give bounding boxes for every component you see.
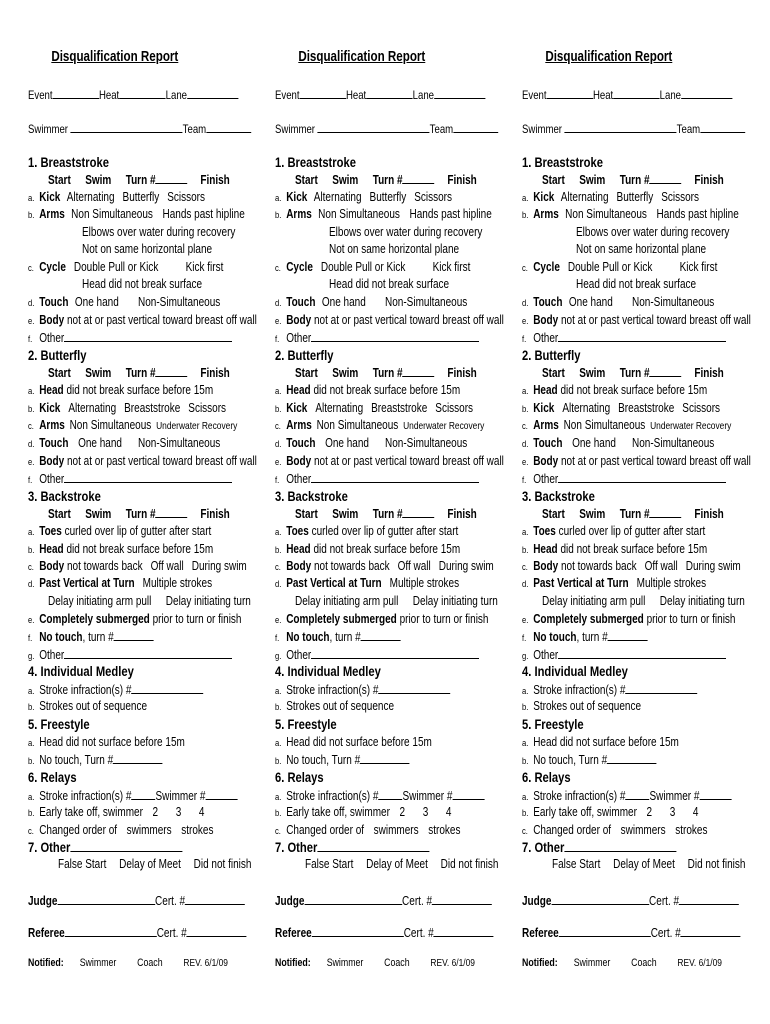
- judge-line: Judge Cert. #: [522, 894, 739, 908]
- backstroke-past-vertical: d. Past Vertical at Turn Multiple strokes: [275, 576, 460, 590]
- swimmer-team-line: Swimmer Team: [522, 122, 745, 135]
- section-other: 7. Other: [28, 840, 182, 854]
- report-title: Disqualification Report: [545, 49, 673, 65]
- section-relays: 6. Relays: [522, 769, 571, 785]
- judge-line: Judge Cert. #: [275, 894, 492, 908]
- other-field[interactable]: [64, 472, 232, 483]
- judge-field[interactable]: [304, 894, 402, 905]
- butterfly-arms: c. Arms Non Simultaneous Underwater Recovery: [522, 418, 732, 432]
- turn-number-field[interactable]: [607, 753, 657, 764]
- stroke-infraction-field[interactable]: [131, 683, 203, 694]
- backstroke-phase-line: Start Swim Turn # Finish: [542, 507, 724, 521]
- referee-line: Referee Cert. #: [522, 926, 741, 940]
- swimmer-field[interactable]: [565, 122, 677, 133]
- judge-field[interactable]: [57, 894, 155, 905]
- breaststroke-touch: d. Touch One hand Non-Simultaneous: [275, 295, 468, 309]
- section-breaststroke: 1. Breaststroke: [522, 154, 603, 170]
- butterfly-head: a. Head did not break surface before 15m: [275, 383, 461, 397]
- breaststroke-arms-line2: Elbows over water during recovery: [576, 225, 730, 239]
- swimmer-team-line: Swimmer Team: [28, 122, 251, 135]
- other-field[interactable]: [70, 841, 182, 852]
- section-individual-medley: 4. Individual Medley: [522, 663, 628, 679]
- backstroke-other: g. Other: [275, 648, 479, 662]
- other-field[interactable]: [558, 331, 726, 342]
- report-title: Disqualification Report: [298, 49, 426, 65]
- section-breaststroke: 1. Breaststroke: [28, 154, 109, 170]
- report-column-2: [275, 0, 510, 1024]
- section-relays: 6. Relays: [28, 769, 77, 785]
- breaststroke-cycle: c. Cycle Double Pull or Kick Kick first: [28, 260, 224, 274]
- report-title: Disqualification Report: [51, 49, 179, 65]
- turn-field[interactable]: [650, 507, 682, 518]
- notified-line: Notified: Swimmer Coach REV. 6/1/09: [275, 957, 475, 969]
- stroke-infraction-field[interactable]: [131, 789, 155, 800]
- backstroke-no-touch: f. No touch, turn #: [28, 630, 154, 644]
- turn-field[interactable]: [403, 507, 435, 518]
- section-breaststroke: 1. Breaststroke: [275, 154, 356, 170]
- cert-field[interactable]: [432, 894, 492, 905]
- referee-line: Referee Cert. #: [28, 926, 247, 940]
- butterfly-phase-line: Start Swim Turn # Finish: [295, 366, 477, 380]
- section-backstroke: 3. Backstroke: [522, 488, 595, 504]
- breaststroke-kick: a. Kick Alternating Butterfly Scissors: [275, 190, 453, 204]
- other-field[interactable]: [311, 472, 479, 483]
- referee-field[interactable]: [312, 926, 404, 937]
- butterfly-touch: d. Touch One hand Non-Simultaneous: [28, 436, 221, 450]
- heat-field[interactable]: [366, 88, 412, 99]
- breaststroke-arms: b. Arms Non Simultaneous Hands past hipline: [275, 207, 492, 221]
- breaststroke-cycle-line2: Head did not break surface: [329, 277, 450, 291]
- backstroke-delay-line: Delay initiating arm pull Delay initiating turn: [295, 594, 498, 608]
- other-options: False Start Delay of Meet Did not finish: [305, 857, 499, 871]
- backstroke-head: b. Head did not break surface before 15m: [28, 542, 214, 556]
- breaststroke-phase-line: Start Swim Turn # Finish: [542, 173, 724, 187]
- event-heat-lane-line: Event Heat Lane: [275, 88, 485, 101]
- report-column-1: [28, 0, 263, 1024]
- turn-field[interactable]: [156, 173, 188, 184]
- relays-early-takeoff: b. Early take off, swimmer 2 3 4: [522, 805, 699, 819]
- backstroke-other: g. Other: [522, 648, 726, 662]
- stroke-infraction-field[interactable]: [378, 789, 402, 800]
- backstroke-submerged: e. Completely submerged prior to turn or finish: [522, 612, 736, 626]
- butterfly-kick: b. Kick Alternating Breaststroke Scissors: [522, 401, 721, 415]
- turn-number-field[interactable]: [113, 753, 163, 764]
- section-butterfly: 2. Butterfly: [522, 347, 581, 363]
- lane-field[interactable]: [187, 88, 238, 99]
- relays-changed-order: c. Changed order of swimmers strokes: [522, 823, 708, 837]
- butterfly-touch: d. Touch One hand Non-Simultaneous: [522, 436, 715, 450]
- turn-field[interactable]: [156, 366, 188, 377]
- other-options: False Start Delay of Meet Did not finish: [552, 857, 746, 871]
- butterfly-body: e. Body not at or past vertical toward breast off wall: [522, 454, 751, 468]
- breaststroke-arms: b. Arms Non Simultaneous Hands past hipline: [28, 207, 245, 221]
- butterfly-other: f. Other: [275, 472, 479, 486]
- section-freestyle: 5. Freestyle: [28, 716, 90, 732]
- other-options: False Start Delay of Meet Did not finish: [58, 857, 252, 871]
- event-field[interactable]: [53, 88, 99, 99]
- butterfly-arms: c. Arms Non Simultaneous Underwater Recovery: [275, 418, 485, 432]
- cert-field[interactable]: [679, 894, 739, 905]
- relays-stroke-infraction: a. Stroke infraction(s) # Swimmer #: [28, 789, 237, 803]
- breaststroke-cycle-line2: Head did not break surface: [576, 277, 697, 291]
- butterfly-kick: b. Kick Alternating Breaststroke Scissors: [28, 401, 227, 415]
- breaststroke-phase-line: Start Swim Turn # Finish: [48, 173, 230, 187]
- butterfly-touch: d. Touch One hand Non-Simultaneous: [275, 436, 468, 450]
- other-field[interactable]: [64, 331, 232, 342]
- cert-field[interactable]: [434, 926, 494, 937]
- backstroke-no-touch: f. No touch, turn #: [275, 630, 401, 644]
- turn-number-field[interactable]: [361, 630, 401, 641]
- backstroke-head: b. Head did not break surface before 15m: [275, 542, 461, 556]
- lane-field[interactable]: [681, 88, 732, 99]
- lane-field[interactable]: [434, 88, 485, 99]
- relays-stroke-infraction: a. Stroke infraction(s) # Swimmer #: [275, 789, 484, 803]
- butterfly-phase-line: Start Swim Turn # Finish: [48, 366, 230, 380]
- backstroke-submerged: e. Completely submerged prior to turn or finish: [275, 612, 489, 626]
- backstroke-body: c. Body not towards back Off wall During swim: [275, 559, 494, 573]
- team-field[interactable]: [206, 122, 251, 133]
- other-field[interactable]: [558, 472, 726, 483]
- backstroke-delay-line: Delay initiating arm pull Delay initiating turn: [48, 594, 251, 608]
- breaststroke-arms-line2: Elbows over water during recovery: [82, 225, 236, 239]
- section-butterfly: 2. Butterfly: [275, 347, 334, 363]
- im-out-of-sequence: b. Strokes out of sequence: [28, 699, 148, 713]
- breaststroke-kick: a. Kick Alternating Butterfly Scissors: [522, 190, 700, 204]
- breaststroke-other: f. Other: [28, 331, 232, 345]
- referee-line: Referee Cert. #: [275, 926, 494, 940]
- im-stroke-infraction: a. Stroke infraction(s) #: [28, 683, 203, 697]
- section-freestyle: 5. Freestyle: [522, 716, 584, 732]
- breaststroke-other: f. Other: [522, 331, 726, 345]
- turn-field[interactable]: [403, 173, 435, 184]
- breaststroke-body: e. Body not at or past vertical toward breast off wall: [28, 313, 257, 327]
- other-field[interactable]: [558, 648, 726, 659]
- backstroke-past-vertical: d. Past Vertical at Turn Multiple strokes: [28, 576, 213, 590]
- section-other: 7. Other: [275, 840, 429, 854]
- backstroke-body: c. Body not towards back Off wall During swim: [522, 559, 741, 573]
- backstroke-submerged: e. Completely submerged prior to turn or finish: [28, 612, 242, 626]
- butterfly-body: e. Body not at or past vertical toward breast off wall: [275, 454, 504, 468]
- backstroke-body: c. Body not towards back Off wall During swim: [28, 559, 247, 573]
- section-other: 7. Other: [522, 840, 676, 854]
- swimmer-number-field[interactable]: [699, 789, 731, 800]
- turn-field[interactable]: [650, 173, 682, 184]
- event-heat-lane-line: Event Heat Lane: [522, 88, 732, 101]
- breaststroke-touch: d. Touch One hand Non-Simultaneous: [522, 295, 715, 309]
- backstroke-delay-line: Delay initiating arm pull Delay initiating turn: [542, 594, 745, 608]
- breaststroke-other: f. Other: [275, 331, 479, 345]
- backstroke-phase-line: Start Swim Turn # Finish: [295, 507, 477, 521]
- event-field[interactable]: [300, 88, 346, 99]
- swimmer-number-field[interactable]: [205, 789, 237, 800]
- report-column-3: [522, 0, 757, 1024]
- stroke-infraction-field[interactable]: [378, 683, 450, 694]
- other-field[interactable]: [311, 331, 479, 342]
- referee-field[interactable]: [65, 926, 157, 937]
- im-stroke-infraction: a. Stroke infraction(s) #: [275, 683, 450, 697]
- freestyle-no-touch: b. No touch, Turn #: [522, 753, 657, 767]
- relays-changed-order: c. Changed order of swimmers strokes: [275, 823, 461, 837]
- turn-number-field[interactable]: [360, 753, 410, 764]
- judge-line: Judge Cert. #: [28, 894, 245, 908]
- backstroke-other: g. Other: [28, 648, 232, 662]
- turn-field[interactable]: [156, 507, 188, 518]
- backstroke-head: b. Head did not break surface before 15m: [522, 542, 708, 556]
- freestyle-head: a. Head did not surface before 15m: [275, 735, 432, 749]
- breaststroke-arms-line2: Elbows over water during recovery: [329, 225, 483, 239]
- section-freestyle: 5. Freestyle: [275, 716, 337, 732]
- butterfly-arms: c. Arms Non Simultaneous Underwater Recovery: [28, 418, 238, 432]
- other-field[interactable]: [311, 648, 479, 659]
- butterfly-head: a. Head did not break surface before 15m: [522, 383, 708, 397]
- cert-field[interactable]: [187, 926, 247, 937]
- event-field[interactable]: [547, 88, 593, 99]
- referee-field[interactable]: [559, 926, 651, 937]
- section-individual-medley: 4. Individual Medley: [28, 663, 134, 679]
- relays-changed-order: c. Changed order of swimmers strokes: [28, 823, 214, 837]
- freestyle-head: a. Head did not surface before 15m: [522, 735, 679, 749]
- breaststroke-body: e. Body not at or past vertical toward breast off wall: [275, 313, 504, 327]
- butterfly-other: f. Other: [28, 472, 232, 486]
- stroke-infraction-field[interactable]: [625, 683, 697, 694]
- swimmer-number-field[interactable]: [452, 789, 484, 800]
- heat-field[interactable]: [119, 88, 165, 99]
- breaststroke-body: e. Body not at or past vertical toward breast off wall: [522, 313, 751, 327]
- butterfly-other: f. Other: [522, 472, 726, 486]
- freestyle-no-touch: b. No touch, Turn #: [275, 753, 410, 767]
- turn-number-field[interactable]: [114, 630, 154, 641]
- breaststroke-arms-line3: Not on same horizontal plane: [82, 242, 213, 256]
- backstroke-toes: a. Toes curled over lip of gutter after start: [522, 524, 706, 538]
- stroke-infraction-field[interactable]: [625, 789, 649, 800]
- section-backstroke: 3. Backstroke: [28, 488, 101, 504]
- cert-field[interactable]: [681, 926, 741, 937]
- event-heat-lane-line: Event Heat Lane: [28, 88, 238, 101]
- breaststroke-arms-line3: Not on same horizontal plane: [576, 242, 707, 256]
- backstroke-past-vertical: d. Past Vertical at Turn Multiple strokes: [522, 576, 707, 590]
- turn-field[interactable]: [650, 366, 682, 377]
- team-field[interactable]: [700, 122, 745, 133]
- backstroke-toes: a. Toes curled over lip of gutter after start: [28, 524, 212, 538]
- turn-number-field[interactable]: [608, 630, 648, 641]
- breaststroke-cycle-line2: Head did not break surface: [82, 277, 203, 291]
- breaststroke-kick: a. Kick Alternating Butterfly Scissors: [28, 190, 206, 204]
- breaststroke-cycle: c. Cycle Double Pull or Kick Kick first: [275, 260, 471, 274]
- breaststroke-touch: d. Touch One hand Non-Simultaneous: [28, 295, 221, 309]
- relays-early-takeoff: b. Early take off, swimmer 2 3 4: [28, 805, 205, 819]
- butterfly-kick: b. Kick Alternating Breaststroke Scissors: [275, 401, 474, 415]
- cert-field[interactable]: [185, 894, 245, 905]
- im-stroke-infraction: a. Stroke infraction(s) #: [522, 683, 697, 697]
- section-backstroke: 3. Backstroke: [275, 488, 348, 504]
- judge-field[interactable]: [551, 894, 649, 905]
- im-out-of-sequence: b. Strokes out of sequence: [275, 699, 395, 713]
- freestyle-no-touch: b. No touch, Turn #: [28, 753, 163, 767]
- butterfly-phase-line: Start Swim Turn # Finish: [542, 366, 724, 380]
- im-out-of-sequence: b. Strokes out of sequence: [522, 699, 642, 713]
- heat-field[interactable]: [613, 88, 659, 99]
- other-field[interactable]: [564, 841, 676, 852]
- breaststroke-arms-line3: Not on same horizontal plane: [329, 242, 460, 256]
- breaststroke-arms: b. Arms Non Simultaneous Hands past hipline: [522, 207, 739, 221]
- swimmer-field[interactable]: [71, 122, 183, 133]
- other-field[interactable]: [317, 841, 429, 852]
- freestyle-head: a. Head did not surface before 15m: [28, 735, 185, 749]
- turn-field[interactable]: [403, 366, 435, 377]
- section-butterfly: 2. Butterfly: [28, 347, 87, 363]
- breaststroke-cycle: c. Cycle Double Pull or Kick Kick first: [522, 260, 718, 274]
- backstroke-no-touch: f. No touch, turn #: [522, 630, 648, 644]
- relays-early-takeoff: b. Early take off, swimmer 2 3 4: [275, 805, 452, 819]
- notified-line: Notified: Swimmer Coach REV. 6/1/09: [522, 957, 722, 969]
- backstroke-toes: a. Toes curled over lip of gutter after start: [275, 524, 459, 538]
- swimmer-field[interactable]: [318, 122, 430, 133]
- backstroke-phase-line: Start Swim Turn # Finish: [48, 507, 230, 521]
- butterfly-head: a. Head did not break surface before 15m: [28, 383, 214, 397]
- breaststroke-phase-line: Start Swim Turn # Finish: [295, 173, 477, 187]
- section-relays: 6. Relays: [275, 769, 324, 785]
- notified-line: Notified: Swimmer Coach REV. 6/1/09: [28, 957, 228, 969]
- butterfly-body: e. Body not at or past vertical toward breast off wall: [28, 454, 257, 468]
- other-field[interactable]: [64, 648, 232, 659]
- team-field[interactable]: [453, 122, 498, 133]
- section-individual-medley: 4. Individual Medley: [275, 663, 381, 679]
- swimmer-team-line: Swimmer Team: [275, 122, 498, 135]
- relays-stroke-infraction: a. Stroke infraction(s) # Swimmer #: [522, 789, 731, 803]
